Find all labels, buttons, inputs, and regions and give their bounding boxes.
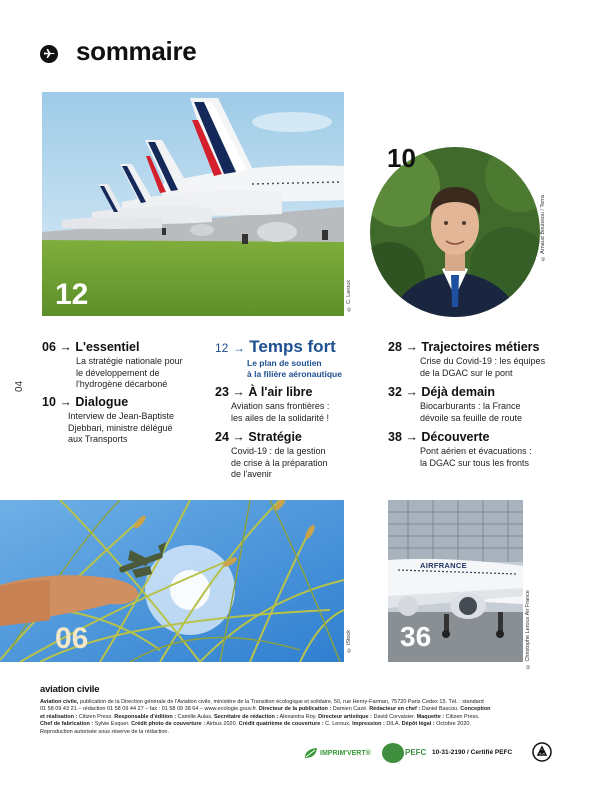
livery-text: AIRFRANCE (420, 561, 467, 570)
photo-credit: © iStock (346, 630, 352, 653)
toc-desc: la DGAC sur tous les fronts (420, 457, 530, 468)
arrow-icon: → (405, 385, 418, 399)
photo-grass-hand (0, 500, 344, 662)
arrow-icon: → (232, 341, 245, 355)
portrait-page-number: 10 (387, 143, 416, 173)
toc-page: 12 (215, 341, 229, 355)
toc-title: À l'air libre (248, 385, 313, 399)
toc-desc: de l'avenir (231, 469, 272, 480)
arrow-icon: → (59, 340, 72, 354)
toc-desc: Covid-19 : de la gestion (231, 446, 326, 456)
toc-page: 23 (215, 385, 229, 399)
arrow-icon: → (232, 430, 245, 444)
toc-desc: l'hydrogène décarboné (76, 379, 168, 390)
toc-entry[interactable] (42, 340, 207, 391)
toc-desc: les ailes de la solidarité ! (231, 412, 330, 423)
toc-page: 28 (388, 340, 402, 354)
brand-name: aviation civile (40, 684, 100, 695)
toc-desc: le développement de (76, 367, 160, 378)
arrow-icon: → (59, 395, 72, 409)
toc-entry[interactable] (42, 395, 212, 446)
toc-desc: Le plan de soutien (247, 358, 322, 368)
toc-title: L'essentiel (75, 340, 140, 354)
toc-desc: Biocarburants : la France (420, 401, 521, 411)
toc-title: Déjà demain (421, 385, 496, 399)
imprimvert-logo-icon (303, 746, 319, 765)
toc-page: 24 (215, 430, 229, 444)
pefc-logo-label: PEFC (405, 748, 427, 757)
toc-title: Stratégie (248, 430, 302, 444)
toc-desc: aux Transports (68, 434, 128, 445)
arrow-icon: → (405, 340, 418, 354)
arrow-icon: → (405, 430, 418, 444)
toc-entry[interactable] (388, 385, 563, 424)
pefc-certification: 10-31-2190 / Certifié PEFC (432, 749, 513, 756)
toc-entry[interactable] (215, 430, 375, 481)
arrow-icon: → (232, 385, 245, 399)
toc-desc: à la filière aéronautique (247, 369, 342, 379)
toc-desc: de crise à la préparation (231, 457, 328, 468)
imprimvert-label: IMPRIM'VERT® (320, 750, 371, 757)
toc-page: 38 (388, 430, 402, 444)
toc-title: Trajectoires métiers (421, 340, 540, 354)
toc-entry[interactable] (388, 340, 563, 379)
photo-page-number: 06 (55, 622, 89, 655)
toc-desc: Pont aérien et évacuations : (420, 446, 532, 456)
pefc-logo-icon (382, 743, 404, 763)
photo-credit: © Christophe Leroux Air France (525, 590, 531, 670)
toc-title: Temps fort (249, 337, 336, 356)
toc-page: 06 (42, 340, 56, 354)
page-title: sommaire (76, 36, 197, 66)
toc-desc: Aviation sans frontières : (231, 401, 330, 411)
toc-entry-featured[interactable] (215, 337, 375, 380)
toc-title: Dialogue (75, 395, 129, 409)
toc-title: Découverte (421, 430, 490, 444)
recycling-icon (532, 742, 552, 767)
photo-page-number: 12 (55, 278, 89, 311)
toc-page: 32 (388, 385, 402, 399)
airplane-logo-icon (40, 45, 58, 63)
toc-entry[interactable] (388, 430, 563, 469)
photo-credit: © C. Leroux (346, 280, 352, 312)
toc-entry[interactable] (215, 385, 375, 424)
portrait-credit: © Arnaud Bouissou / Terra (540, 195, 546, 262)
toc-desc: dévoile sa feuille de route (420, 412, 523, 423)
photo-page-number: 36 (400, 621, 432, 652)
toc-page: 10 (42, 395, 56, 409)
toc-desc: Interview de Jean-Baptiste (68, 411, 175, 421)
toc-desc: de la DGAC sur le pont (420, 367, 513, 378)
toc-desc: La stratégie nationale pour (76, 356, 183, 366)
impressum: Aviation civile, publication de la Direction générale de l'Aviation civile, ministère de la Transition écologique et solidaire, 50, rue Henry-Farman, 75720 Paris Cedex 15. Tél. : standard 01 58 09 43 21 – rédaction 01 58 09 44 27 – fax : 01 58 09 38 64 – www.ecologie.gouv.fr. Directeur de la publication : Damien Cazé. Rédacteur en chef : Daniel Bascou. Conception et réalisation : Citizen Press. Responsable d'édition : Camille Aulas. Secrétaire de rédaction : Alexandra Roy. Directeur artistique : David Corvaisier. Maquette : Citizen Press. Chef de fabrication : Sylvie Esquer. Crédit photo de couverture : Airbus 2020. Crédit quatrième de couverture : C. Leroux. Impression : DILA. Dépôt légal : Octobre 2020. Reproduction autorisée sous réserve de la rédaction. (40, 699, 491, 735)
toc-desc: Djebbari, ministre délégué (68, 422, 173, 433)
page-number: 04 (14, 380, 25, 392)
toc-desc: Crise du Covid-19 : les équipes (420, 356, 546, 366)
